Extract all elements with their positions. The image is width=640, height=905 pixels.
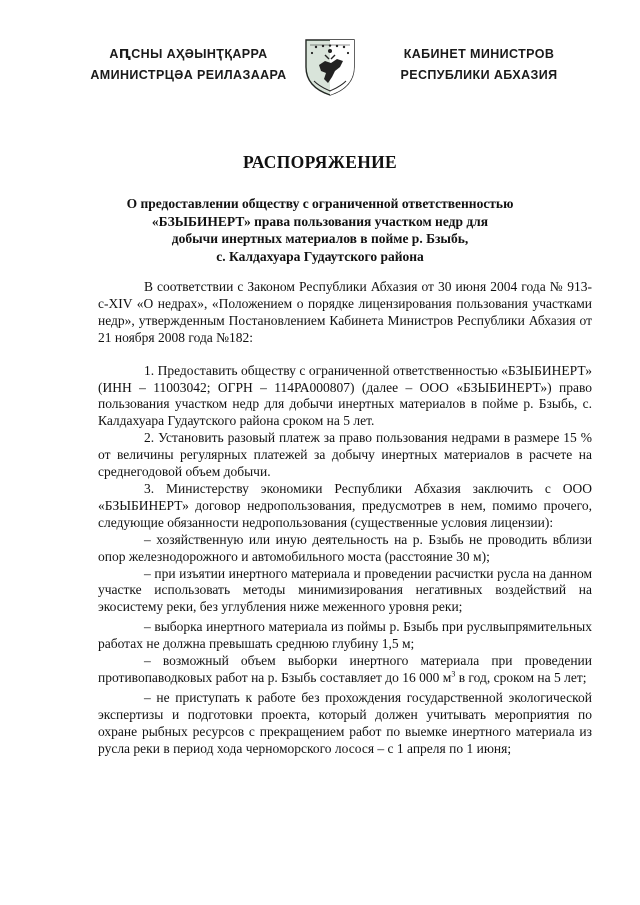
header-abkhaz [86, 44, 291, 86]
header-russian [379, 44, 579, 86]
item-2-paragraph: 2. Установить разовый платеж за право пользования недрами в размере 15 % от величины регулярных платежей за добычу инертных материалов в расчете на среднегодовой объем добычи. [98, 430, 592, 480]
condition-2-paragraph: – при изъятии инертного материала и проведении расчистки русла на данном участке использовать методы минимизирования негативных воздействий на экосистему реки, без углубления ниже меженного уровня реки; [98, 565, 592, 615]
condition-5-paragraph: – не приступать к работе без прохождения государственной экологической экспертизы и подготовки проекта, который должен учитывать мероприятия по охране рыбных ресурсов с прекращением работ по выемке инертного материала из русла реки в период хода черноморского лосося – с 1 апреля по 1 июня; [98, 689, 592, 756]
condition-4-text: – возможный объем выборки инертного материала при проведении противопаводковых работ на р. Бзыбь составляет до 16 000 м [98, 653, 592, 685]
subject-line4: с. Калдахуара Гудаутского района [216, 248, 424, 264]
header-russian-line1: КАБИНЕТ МИНИСТРОВ [403, 47, 555, 61]
condition-1-paragraph: – хозяйственную или иную деятельность на р. Бзыбь не проводить вблизи опор железнодорожного и автомобильного моста (расстояние 30 м); [98, 531, 592, 564]
condition-3-paragraph: – выборка инертного материала из поймы р. Бзыбь при руслвыпрямительных работах не должна превышать среднюю глубину 1,5 м; [98, 619, 592, 652]
header-abkhaz-line2: АМИНИСТРЦӘА РЕИЛАЗААРА [90, 68, 287, 82]
document-body [98, 279, 592, 757]
subject-line1: О предоставлении обществу с ограниченной ответственностью [126, 196, 514, 211]
header-russian-line2: РЕСПУБЛИКИ АБХАЗИЯ [400, 68, 558, 82]
condition-4-tail: в год, сроком на 5 лет; [455, 669, 587, 685]
preamble-paragraph: В соответствии с Законом Республики Абхазия от 30 июня 2004 года № 913-с-XIV «О недрах», «Положением о порядке лицензирования пользования участками недр», утвержденным Постановлением Кабинета Министров Республики Абхазия от 21 ноября 2008 года №182: [98, 279, 592, 345]
cubic-superscript: 3 [451, 669, 456, 679]
subject-line3: добычи инертных материалов в пойме р. Бзыбь, [171, 231, 469, 246]
state-emblem-icon [302, 37, 358, 97]
header-abkhaz-line1: АԤСНЫ АҲӘЫНҬҚАРРА [109, 47, 268, 61]
condition-4-paragraph [98, 653, 592, 687]
item-1-paragraph: 1. Предоставить обществу с ограниченной ответственностью «БЗЫБИНЕРТ» (ИНН – 11003042; ОГРН – 114РА000807) (далее – ООО «БЗЫБИНЕРТ») право пользования участком недр для добычи инертных материалов в пойме р. Бзыбь, с. Калдахуара Гудаутского района сроком на 5 лет. [98, 362, 592, 429]
item-3-paragraph: 3. Министерству экономики Республики Абхазия заключить с ООО «БЗЫБИНЕРТ» договор недропользования, предусмотрев в нем, помимо прочего, следующие обязанности недропользования (существенные условия лицензии): [98, 480, 592, 530]
subject-line2: «БЗЫБИНЕРТ» права пользования участком недр для [151, 213, 489, 229]
document-title: РАСПОРЯЖЕНИЕ [242, 152, 397, 172]
document-subject [100, 195, 540, 265]
